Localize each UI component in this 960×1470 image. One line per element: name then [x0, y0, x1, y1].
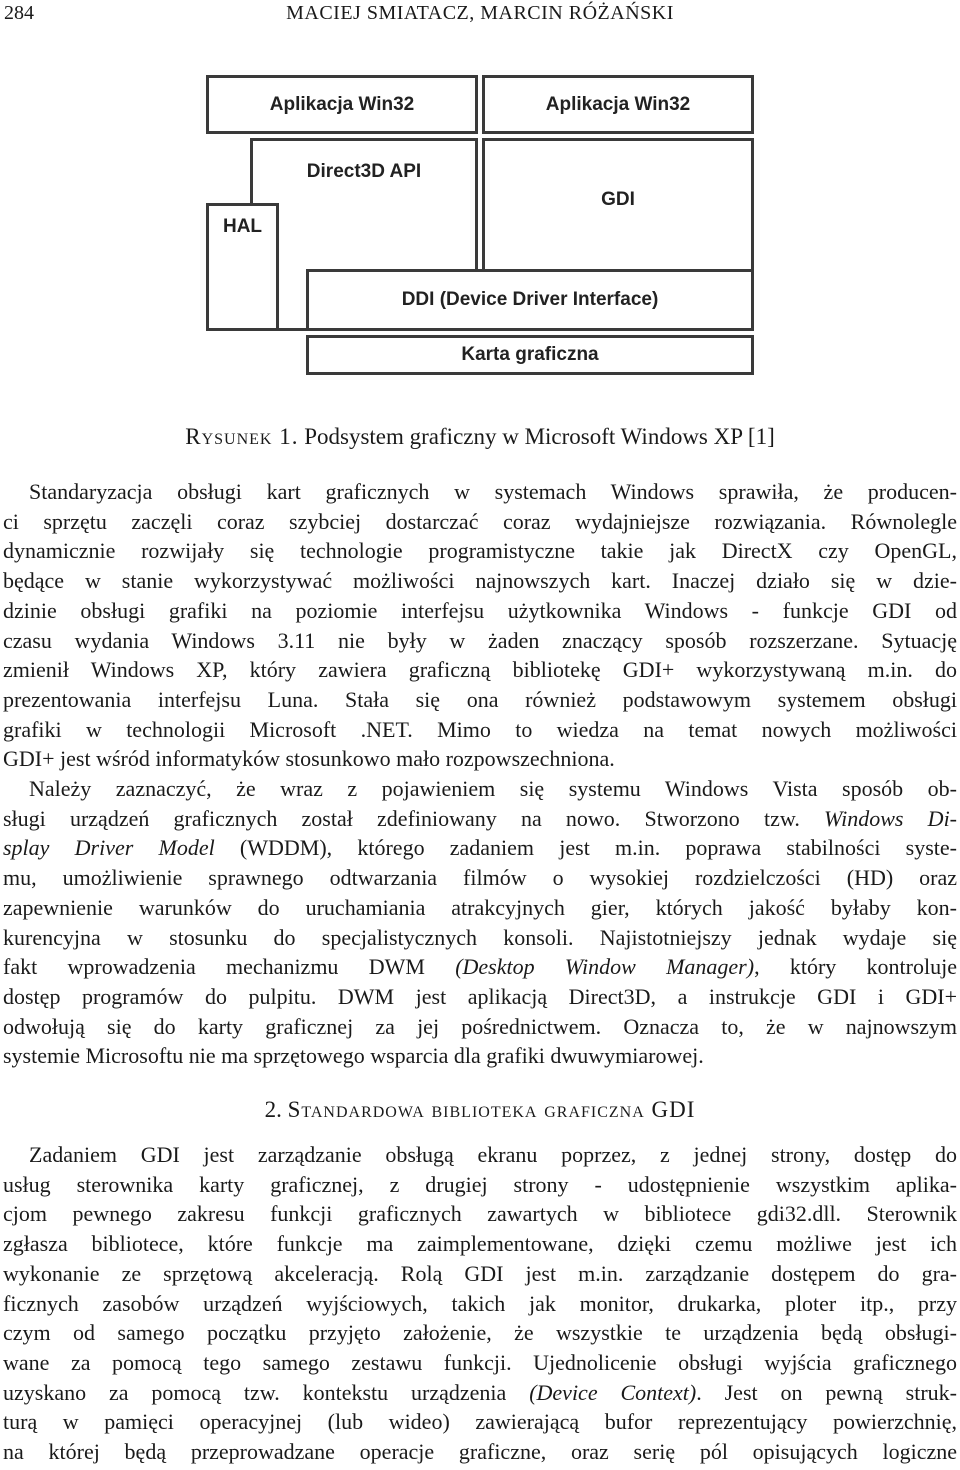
text-line: mu, umożliwienie sprawnego odtwarzania filmów o wysokiej rozdzielczości (HD) oraz: [3, 865, 957, 891]
page-number: 284: [4, 2, 34, 24]
text-line: [3, 804, 957, 834]
text-line: systemie Microsoftu nie ma sprzętowego wsparcia dla grafiki dwuwymiarowej.: [3, 1043, 704, 1069]
text-line: zapewnienie warunków do uruchamiania atrakcyjnych gier, których jakość byłaby kon-: [3, 894, 957, 920]
section-heading: [0, 1097, 960, 1123]
text-line: będące w stanie wykorzystywać możliwości najnowszych kart. Inaczej działo się w dzie-: [3, 568, 957, 594]
text-line: wykonanie ze sprzętową akceleracją. Rolą GDI jest m.in. zarządzanie dostępem do gra-: [3, 1260, 957, 1286]
direct3d-api-label: Direct3D API: [306, 161, 422, 182]
gdi-label: GDI: [601, 189, 635, 210]
text-span: (WDDM), którego zadaniem jest m.in. poprawa stabilności syste-: [214, 835, 957, 861]
paragraph-1: [3, 477, 957, 774]
text-line: Należy zaznaczyć, że wraz z pojawieniem się systemu Windows Vista sposób ob-: [29, 776, 957, 801]
section-title: Standardowa biblioteka graficzna GDI: [287, 1097, 696, 1122]
text-line: czym od samego początku przyjęto założenie, że wszystkie te urządzenia będą obsługi-: [3, 1320, 957, 1346]
text-line: ci sprzętu zaczęli coraz szybciej dostarczać coraz wydajniejsze rozwiązania. Równolegle: [3, 508, 957, 534]
paragraph-2: [3, 774, 957, 1071]
figure-caption: [0, 424, 960, 450]
text-line: Standaryzacja obsługi kart graficznych w systemach Windows sprawiła, że producen-: [29, 479, 957, 504]
text-line: dostęp programów do pulpitu. DWM jest aplikacją Direct3D, a instrukcje GDI i GDI+: [3, 983, 957, 1009]
graphics-card-box: Karta graficzna: [306, 335, 754, 375]
text-line: odwołują się do karty graficznej za jej pośrednictwem. Oznacza to, że w najnowszym: [3, 1013, 957, 1039]
text-span: sługi urządzeń graficznych został zdefiniowany na nowo. Stworzono tzw.: [3, 805, 825, 831]
hal-label: HAL: [222, 216, 263, 237]
text-line: zmienił Windows XP, który zawiera graficzną bibliotekę GDI+ wykorzystywaną m.in. do: [3, 657, 957, 683]
text-line: grafiki w technologii Microsoft .NET. Mimo to wiedza na temat nowych możliwości: [3, 716, 957, 742]
text-span: uzyskano za pomocą tzw. kontekstu urządzenia: [3, 1379, 530, 1405]
text-line: [3, 1378, 957, 1408]
figure-caption-text: Podsystem graficzny w Microsoft Windows XP [1]: [304, 424, 775, 449]
text-line: usług sterownika karty graficznej, z drugiej strony - udostępnienie wszystkim aplika-: [3, 1171, 957, 1197]
italic-term: Windows Di-: [824, 805, 957, 831]
text-line: [3, 952, 957, 982]
italic-term: (Device Context): [529, 1379, 697, 1405]
text-line: wane za pomocą tego samego zestawu funkcji. Ujednolicenie obsługi wyjścia graficznego: [3, 1349, 957, 1375]
text-line: dynamicznie rozwijały się technologie programistyczne takie jak DirectX czy OpenGL,: [3, 538, 957, 564]
text-line: dzinie obsługi grafiki na poziomie interfejsu użytkownika Windows - funkcje GDI od: [3, 597, 957, 623]
section-number: 2.: [264, 1097, 282, 1122]
text-line: GDI+ jest wśród informatyków stosunkowo mało rozpowszechniona.: [3, 746, 615, 772]
italic-term: (Desktop Window Manager): [455, 954, 755, 980]
page-header: [4, 2, 956, 28]
ddi-box: DDI (Device Driver Interface): [306, 269, 754, 331]
text-line: [3, 833, 957, 863]
running-head: MACIEJ SMIATACZ, MARCIN RÓŻAŃSKI: [286, 2, 674, 24]
win32-app-box-right: Aplikacja Win32: [482, 75, 754, 134]
text-span: , który kontroluje: [754, 954, 957, 980]
text-line: zgłasza bibliotece, które funkcje ma zaimplementowane, dzięki czemu możliwe jest ich: [3, 1231, 957, 1257]
text-line: turą w pamięci operacyjnej (lub wideo) zawierającą bufor reprezentujący powierzchnię,: [3, 1409, 957, 1435]
text-line: cjom pewnego zakresu funkcji graficznych zawartych w bibliotece gdi32.dll. Sterownik: [3, 1201, 957, 1227]
win32-app-box-left: Aplikacja Win32: [206, 75, 478, 134]
text-line: ficznych zasobów urządzeń wyjściowych, takich jak monitor, drukarka, ploter itp., przy: [3, 1290, 957, 1316]
figure-label: Rysunek 1.: [185, 424, 299, 449]
text-line: kurencyjna w stosunku do specjalistycznych konsoli. Najistotniejszy jednak wydaje się: [3, 924, 957, 950]
italic-term: splay Driver Model: [3, 835, 215, 861]
architecture-diagram: [206, 75, 754, 375]
text-line: na której będą przeprowadzane operacje graficzne, oraz serię pól opisujących logiczne: [3, 1439, 957, 1465]
text-span: . Jest on pewną struk-: [696, 1379, 957, 1405]
paragraph-3: [3, 1140, 957, 1467]
text-line: Zadaniem GDI jest zarządzanie obsługą ekranu poprzez, z jednej strony, dostęp do: [29, 1142, 957, 1167]
text-line: czasu wydania Windows 3.11 nie były w żaden znaczący sposób rozszerzane. Sytuację: [3, 627, 957, 653]
text-line: prezentowania interfejsu Luna. Stała się ona również podstawowym systemem obsługi: [3, 686, 957, 712]
hal-box: [206, 203, 279, 331]
text-span: fakt wprowadzenia mechanizmu DWM: [3, 954, 456, 980]
